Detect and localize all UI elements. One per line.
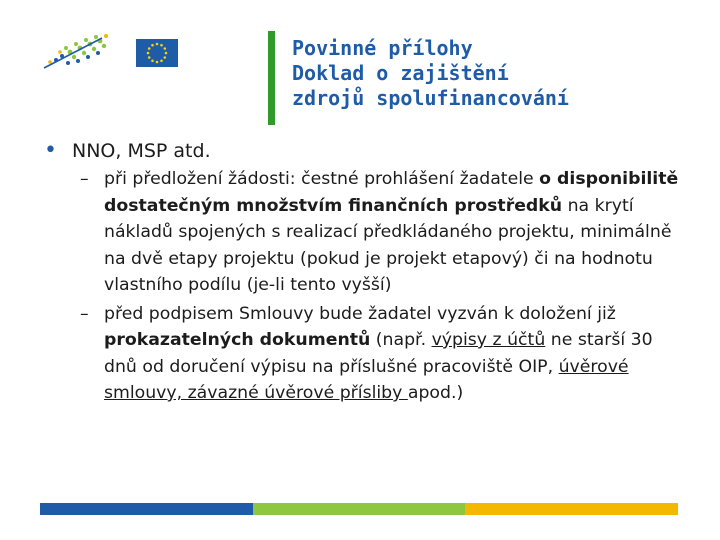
title-line-2: Doklad o zajištění	[292, 61, 509, 85]
slide-content	[44, 139, 694, 409]
title-line-3: zdrojů spolufinancování	[292, 86, 569, 110]
bullet-item	[44, 139, 694, 163]
wheat-logo-icon	[40, 32, 110, 70]
footer-color-bar	[40, 503, 678, 515]
dash-icon: –	[80, 303, 89, 324]
dash-icon: –	[80, 169, 89, 189]
bullet-dot-icon: •	[44, 138, 57, 163]
title-line-1: Povinné přílohy	[292, 36, 473, 60]
eu-flag-icon	[136, 39, 178, 67]
sub-item-1-text-1: při předložení žádosti: čestné prohlášení žadatele	[104, 169, 540, 189]
footer-segment-blue	[40, 503, 253, 515]
sub-item-2-underlined-2: úvěrové smlouvy, závazné úvěrové přísliby	[104, 356, 629, 403]
footer-segment-yellow	[465, 503, 678, 515]
sub-item-2-text-2: (např.	[370, 330, 432, 350]
page-title	[292, 36, 712, 111]
sub-item-1-bold: o disponibilitě dostatečným množstvím finančních prostředků	[104, 169, 679, 216]
sub-item-2	[80, 301, 682, 407]
sub-item-2-text-1: před podpisem Smlouvy bude žadatel vyzván k doložení již	[104, 303, 616, 324]
sub-item-2-underlined-1: výpisy z účtů	[431, 330, 546, 350]
bullet-text: NNO, MSP atd.	[72, 140, 211, 162]
title-accent-bar	[268, 31, 275, 125]
footer-segment-green	[253, 503, 466, 515]
sub-item-2-bold: prokazatelných dokumentů	[104, 330, 371, 350]
sub-item-2-text-3: ne starší 30 dnů od doručení výpisu na příslušné pracoviště OIP,	[104, 330, 653, 377]
sub-item-1	[80, 166, 682, 299]
sub-item-1-text-2: na krytí nákladů spojených s realizací předkládaného projektu, minimálně na dvě etapy projektu (pokud je projekt etapový) či na hodnotu vlastního podílu (je-li tento vyšší)	[104, 195, 672, 295]
sub-item-2-text-4: apod.)	[407, 383, 464, 403]
